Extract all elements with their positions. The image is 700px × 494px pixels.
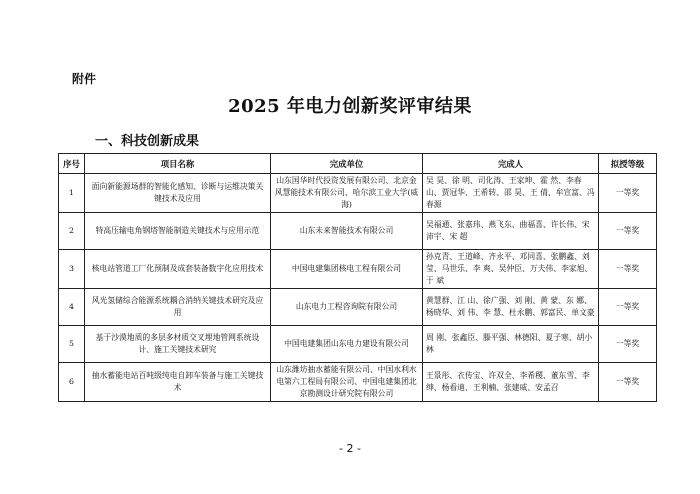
results-table xyxy=(58,153,657,402)
cell-project: 基于沙漠地质的多层多材质交叉埋地管网系统设计、施工关键技术研究 xyxy=(85,326,271,363)
table-header-row xyxy=(59,154,657,174)
cell-people: 黄慧群、江 山、徐广强、刘 刚、黄 蒙、东 娜、杨晓华、刘 伟、李 慧、杜永鹏、郭富民、单文豪 xyxy=(423,289,599,326)
cell-people: 孙克青、王道峰、齐永平、邓同喜、张鹏鑫、刘 莹、马世乐、李 爽、吴仲臣、万夫伟、李家旭、于 斌 xyxy=(423,250,599,289)
table-row xyxy=(59,289,657,326)
table-row xyxy=(59,250,657,289)
page-number: - 2 - xyxy=(339,442,361,455)
cell-project: 风光氢储综合能源系统耦合消纳关键技术研究及应用 xyxy=(85,289,271,326)
table-row xyxy=(59,174,657,213)
table-row xyxy=(59,363,657,402)
header-unit: 完成单位 xyxy=(271,154,423,174)
cell-people: 吴 昊、徐 明、司化涛、王家坤、霍 然、李春山、贾冠华、王希转、邵 昊、王 倩、牟宣富、冯春源 xyxy=(423,174,599,213)
header-seq: 序号 xyxy=(59,154,85,174)
cell-seq: 5 xyxy=(59,326,85,363)
cell-grade: 一等奖 xyxy=(599,174,657,213)
cell-unit: 山东潍坊抽水蓄能有限公司、中国水利水电第六工程局有限公司、中国电建集团北京勘测设计研究院有限公司 xyxy=(271,363,423,402)
header-project: 项目名称 xyxy=(85,154,271,174)
page-title: 2025 年电力创新奖评审结果 xyxy=(228,96,472,117)
cell-unit: 山东国华时代投资发展有限公司、北京金风慧能技术有限公司、哈尔滨工业大学(威海) xyxy=(271,174,423,213)
cell-seq: 6 xyxy=(59,363,85,402)
cell-unit: 中国电建集团核电工程有限公司 xyxy=(271,250,423,289)
cell-project: 特高压输电角钢塔智能制造关键技术与应用示范 xyxy=(85,213,271,250)
cell-grade: 一等奖 xyxy=(599,213,657,250)
cell-grade: 一等奖 xyxy=(599,326,657,363)
cell-seq: 4 xyxy=(59,289,85,326)
cell-seq: 3 xyxy=(59,250,85,289)
cell-unit: 中国电建集团山东电力建设有限公司 xyxy=(271,326,423,363)
cell-project: 核电站管道工厂化预制及成套装备数字化应用技术 xyxy=(85,250,271,289)
table-row xyxy=(59,326,657,363)
cell-people: 周 刚、张鑫臣、滕平强、林德阳、夏子寒、胡小林 xyxy=(423,326,599,363)
cell-seq: 1 xyxy=(59,174,85,213)
cell-project: 抽水蓄能电站百吨级纯电自卸车装备与施工关键技术 xyxy=(85,363,271,402)
header-people: 完成人 xyxy=(423,154,599,174)
cell-people: 王景彤、衣传宝、许双全、李希稷、董东雪、李 绅、杨看迪、王利楠、张建威、安孟召 xyxy=(423,363,599,402)
cell-unit: 山东未来智能技术有限公司 xyxy=(271,213,423,250)
cell-people: 吴福通、张嘉玮、燕飞东、曲福喜、许长伟、宋沛宇、宋 超 xyxy=(423,213,599,250)
header-grade: 拟授等级 xyxy=(599,154,657,174)
cell-grade: 一等奖 xyxy=(599,289,657,326)
cell-project: 面向新能源场群的智能化感知、诊断与运维决策关键技术及应用 xyxy=(85,174,271,213)
cell-unit: 山东电力工程咨询院有限公司 xyxy=(271,289,423,326)
table-row xyxy=(59,213,657,250)
attachment-label: 附件 xyxy=(72,72,97,86)
cell-grade: 一等奖 xyxy=(599,363,657,402)
cell-seq: 2 xyxy=(59,213,85,250)
section-heading: 一、科技创新成果 xyxy=(95,134,200,149)
cell-grade: 一等奖 xyxy=(599,250,657,289)
